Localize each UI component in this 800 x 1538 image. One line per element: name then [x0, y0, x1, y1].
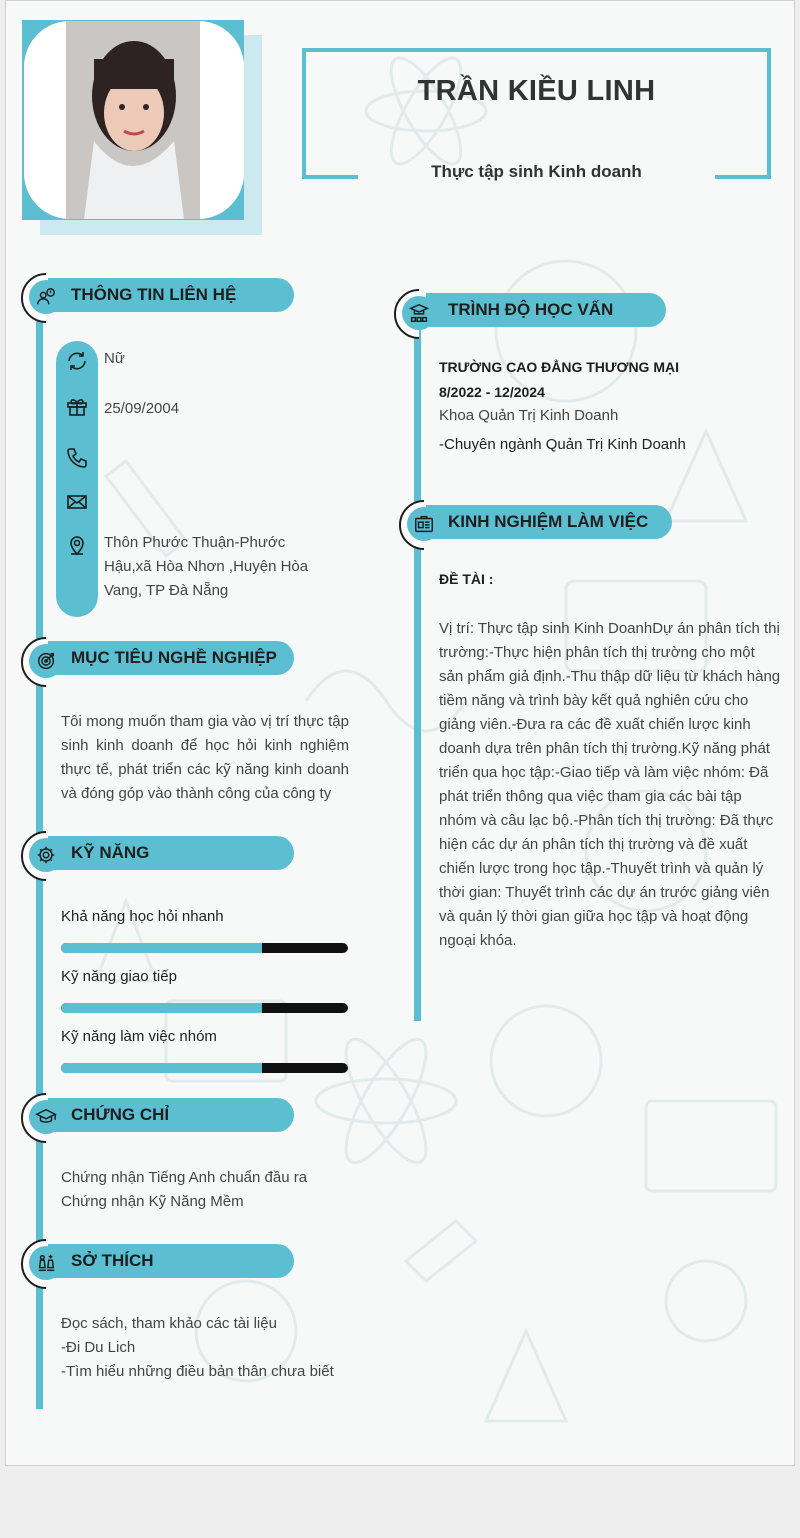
timeline-right: [414, 321, 421, 1021]
experience-project-label: ĐỀ TÀI :: [439, 571, 494, 587]
name-frame: [302, 48, 771, 179]
skill-bar-fill: [61, 943, 262, 953]
contact-icon-bar: [56, 341, 98, 617]
contact-icon: [29, 280, 63, 314]
skill-bar-fill: [61, 1063, 262, 1073]
cv-page: [5, 0, 795, 1466]
contact-address: Thôn Phước Thuận-Phước Hậu,xã Hòa Nhơn ,Huyện Hòa Vang, TP Đà Nẵng: [104, 534, 309, 599]
skill-name: Kỹ năng giao tiếp: [61, 968, 177, 985]
mail-icon: [65, 490, 89, 514]
school-icon: [402, 296, 436, 330]
experience-description: Vị trí: Thực tập sinh Kinh DoanhDự án phân tích thị trường:-Thực hiện phân tích thị trường cho một sản phẩm giả định.-Thu thập dữ liệu từ khách hàng tiềm năng và trình bày kết quả nghiên cứu cho giảng viên.-Đưa ra các đề xuất chiến lược kinh doanh dựa trên phân tích thị trường.Kỹ năng phát triển qua học tập:-Giao tiếp và làm việc nhóm: Đã phát triển thông qua việc tham gia các bài tập nhóm và câu lạc bộ.-Phân tích thị trường: Đã thực hiện các dự án phân tích thị trường và đề xuất chiến lược trong học tập.-Thuyết trình và quản lý thời gian: Thuyết trình các dự án trước giảng viên và quản lý thời gian giữa học tập và hoạt động ngoại khóa.: [439, 620, 781, 949]
section-title: SỞ THÍCH: [71, 1251, 154, 1270]
hobby-item: -Đi Du Lich: [61, 1339, 136, 1356]
chess-icon: [29, 1246, 63, 1280]
skill-bar: [61, 1003, 348, 1013]
skill-bar: [61, 943, 348, 953]
candidate-name: TRẦN KIỀU LINH: [417, 75, 656, 107]
section-title: TRÌNH ĐỘ HỌC VẤN: [448, 300, 614, 319]
section-title: KINH NGHIỆM LÀM VIỆC: [448, 512, 649, 531]
location-icon: [65, 533, 89, 557]
section-title: THÔNG TIN LIÊN HỆ: [71, 285, 237, 304]
skill-name: Kỹ năng làm việc nhóm: [61, 1028, 217, 1045]
hobby-item: -Tìm hiểu những điều bản thân chưa biết: [61, 1363, 334, 1380]
contact-gender: Nữ: [104, 350, 125, 367]
skill-bar: [61, 1063, 348, 1073]
profile-photo-illustration: [24, 21, 244, 219]
graduation-cap-icon: [29, 1100, 63, 1134]
contact-birthday: 25/09/2004: [104, 400, 180, 417]
certificate-item: Chứng nhận Tiếng Anh chuẩn đầu ra: [61, 1169, 308, 1186]
skill-name: Khả năng học hỏi nhanh: [61, 908, 224, 925]
profile-photo: [24, 21, 244, 219]
gender-icon: [65, 349, 89, 373]
gift-icon: [65, 394, 89, 418]
education-school: TRƯỜNG CAO ĐẲNG THƯƠNG MẠI: [439, 359, 679, 375]
phone-icon: [65, 446, 89, 470]
section-title: CHỨNG CHỈ: [71, 1105, 170, 1124]
education-major: -Chuyên ngành Quản Trị Kinh Doanh: [439, 436, 686, 453]
target-icon: [29, 644, 63, 678]
skill-bar-fill: [61, 1003, 262, 1013]
briefcase-icon: [407, 507, 441, 541]
certificate-item: Chứng nhận Kỹ Năng Mềm: [61, 1193, 244, 1210]
section-title: KỸ NĂNG: [71, 843, 150, 862]
candidate-position: Thực tập sinh Kinh doanh: [431, 162, 642, 181]
education-faculty: Khoa Quản Trị Kinh Doanh: [439, 407, 619, 424]
section-title: MỤC TIÊU NGHỀ NGHIỆP: [71, 648, 277, 667]
hobby-item: Đọc sách, tham khảo các tài liệu: [61, 1315, 277, 1332]
objective-text: Tôi mong muốn tham gia vào vị trí thực tập sinh kinh doanh để học hỏi kinh nghiệm thực tế, phát triển các kỹ năng kinh doanh và đóng góp vào thành công của công ty: [61, 713, 349, 802]
gear-icon: [29, 838, 63, 872]
education-period: 8/2022 - 12/2024: [439, 384, 545, 400]
